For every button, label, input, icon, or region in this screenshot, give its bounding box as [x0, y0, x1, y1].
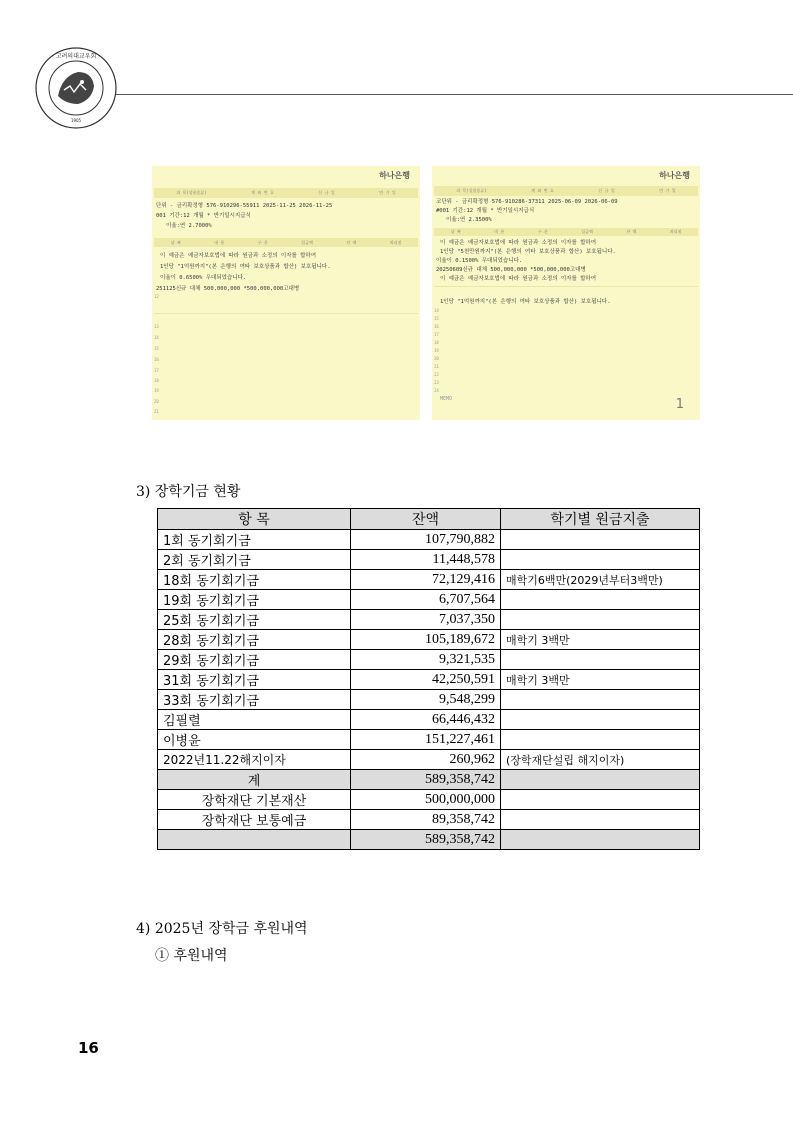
transaction-line: 251125신규 대체 500,000,000 *500,000,000고대병 [156, 286, 300, 292]
table-row: 18회 동기회기금 72,129,416 매학기6백만(2029년부터3백만) [158, 570, 700, 590]
table-row: 31회 동기회기금 42,250,591 매학기 3백만 [158, 670, 700, 690]
term-line: 001 기간:12 개월 * 반기일시지급식 [156, 213, 251, 219]
table-row: 김필렬 66,446,432 [158, 710, 700, 730]
table-row: 이병윤 151,227,461 [158, 730, 700, 750]
scholarship-fund-table [157, 508, 700, 850]
transaction-line: 이율이 0.6500% 우대되었습니다. [160, 275, 247, 281]
transaction-line: 이 예금은 예금자보호법에 따라 원금과 소정의 이자를 합하여 [160, 253, 317, 259]
transaction-line: 1인당 "5천만원까지"(본 은행의 여타 보호상품과 합산) 보호됩니다. [440, 249, 616, 255]
transaction-header-row: 날 짜 내 용 구 분 입금액 잔 액 처리점 [434, 228, 698, 236]
table-row: 19회 동기회기금 6,707,564 [158, 590, 700, 610]
transaction-header-row: 날 짜 내 용 구 분 입금액 잔 액 처리점 [154, 238, 418, 247]
page-number: 16 [78, 1039, 99, 1057]
transaction-line: 이율이 0.1500% 우대되었습니다. [436, 258, 523, 264]
table-row: 33회 동기회기금 9,548,299 [158, 690, 700, 710]
table-row: 28회 동기회기금 105,189,672 매학기 3백만 [158, 630, 700, 650]
column-header-item: 항 목 [158, 509, 351, 530]
alumni-seal-logo [34, 46, 118, 130]
term-line: #001 기간:12 개월 * 반기일시지급식 [436, 208, 535, 214]
table-row: 29회 동기회기금 9,321,535 [158, 650, 700, 670]
table-row: 1회 동기회기금 107,790,882 [158, 530, 700, 550]
transaction-line: 20250609신규 대체 500,000,000 *500,000,000고대병 [436, 267, 586, 273]
table-row: 장학재단 기본재산 500,000,000 [158, 790, 700, 810]
account-line: 단위 - 금리확정형 576-910296-55911 2025-11-25 2026-11-25 [156, 203, 333, 209]
bankbook-image-1: 하나은행 과 목(상품종류) 계 좌 번 호 신 규 일 만 기 일 단위 - 금리확정형 576-910296-55911 2025-11-25 2026-11-25 001 기간:12 개월 * 반기일시지급식 이율:연 2.7000% 날 짜 내 용 구 분 입금액 잔 액 처리점 이 예금은 예금자보호법에 따라 원금과 소정의 이자를 합하여 1인당 "1억원까지"(본 은행의 여타 보호상품과 합산) 보호됩니다. 이율이 0.6500% 우대되었습니다. 251125신규 대체 500,000,000 *500,000,000고대병 12 13 14 15 16 17 18 19 20 21 [152, 166, 420, 420]
transaction-line: 1인당 "1억원까지"(본 은행의 여타 보호상품과 합산) 보호됩니다. [160, 264, 331, 270]
subsection-donation-list: ① 후원내역 [155, 948, 228, 964]
transaction-line: 1인당 "1억원까지"(본 은행의 여타 보호상품과 합산) 보호됩니다. [440, 299, 611, 305]
rate-line: 이율:연 2.7000% [166, 223, 212, 229]
memo-label: MEMO [440, 396, 453, 402]
table-header-row [158, 509, 700, 530]
column-header-balance: 잔액 [351, 509, 501, 530]
bankbook-image-2: 하나은행 과 목(상품종류) 계 좌 번 호 신 규 일 만 기 일 코단위 - 금리확정형 576-910286-37311 2025-06-09 2026-06-09 #001 기간:12 개월 * 반기일시지급식 이율:연 2.3500% 날 짜 내 용 구 분 입금액 잔 액 처리점 이 예금은 예금자보호법에 따라 원금과 소정의 이자를 합하여 1인당 "5천만원까지"(본 은행의 여타 보호상품과 합산) 보호됩니다. 이율이 0.1500% 우대되었습니다. 20250609신규 대체 500,000,000 *500,000,000고대병 이 예금은 예금자보호법에 따라 원금과 소정의 이자를 합하여 1인당 "1억원까지"(본 은행의 여타 보호상품과 합산) 보호됩니다. 14 15 16 17 18 19 20 21 22 23 24 MEMO 1 [432, 166, 700, 420]
bankbook-header-row: 과 목(상품종류) 계 좌 번 호 신 규 일 만 기 일 [434, 186, 698, 196]
section-title-scholarship-fund: 3) 장학기금 현황 [136, 484, 241, 500]
transaction-line: 이 예금은 예금자보호법에 따라 원금과 소정의 이자를 합하여 [440, 276, 597, 282]
table-row: 장학재단 보통예금 89,358,742 [158, 810, 700, 830]
header-rule [116, 94, 793, 95]
transaction-line: 이 예금은 예금자보호법에 따라 원금과 소정의 이자를 합하여 [440, 240, 597, 246]
grand-total-row: 589,358,742 [158, 830, 700, 850]
table-row: 2022년11.22해지이자 260,962 (장학재단설립 해지이자) [158, 750, 700, 770]
account-line: 코단위 - 금리확정형 576-910286-37311 2025-06-09 2026-06-09 [436, 199, 618, 205]
table-row: 25회 동기회기금 7,037,350 [158, 610, 700, 630]
section-title-2025-donations: 4) 2025년 장학금 후원내역 [136, 921, 308, 937]
table-row: 2회 동기회기금 11,448,578 [158, 550, 700, 570]
rate-line: 이율:연 2.3500% [446, 217, 492, 223]
column-header-expenditure: 학기별 원금지출 [501, 509, 700, 530]
svg-text:1905: 1905 [70, 118, 82, 123]
bank-name: 하나은행 [379, 171, 410, 180]
seal-text: 고려의대교우회 [55, 53, 97, 60]
bank-name: 하나은행 [659, 171, 690, 180]
bankbook-header-row: 과 목(상품종류) 계 좌 번 호 신 규 일 만 기 일 [154, 188, 418, 198]
bankbook-page-number: 1 [675, 397, 684, 412]
total-row: 계 589,358,742 [158, 770, 700, 790]
